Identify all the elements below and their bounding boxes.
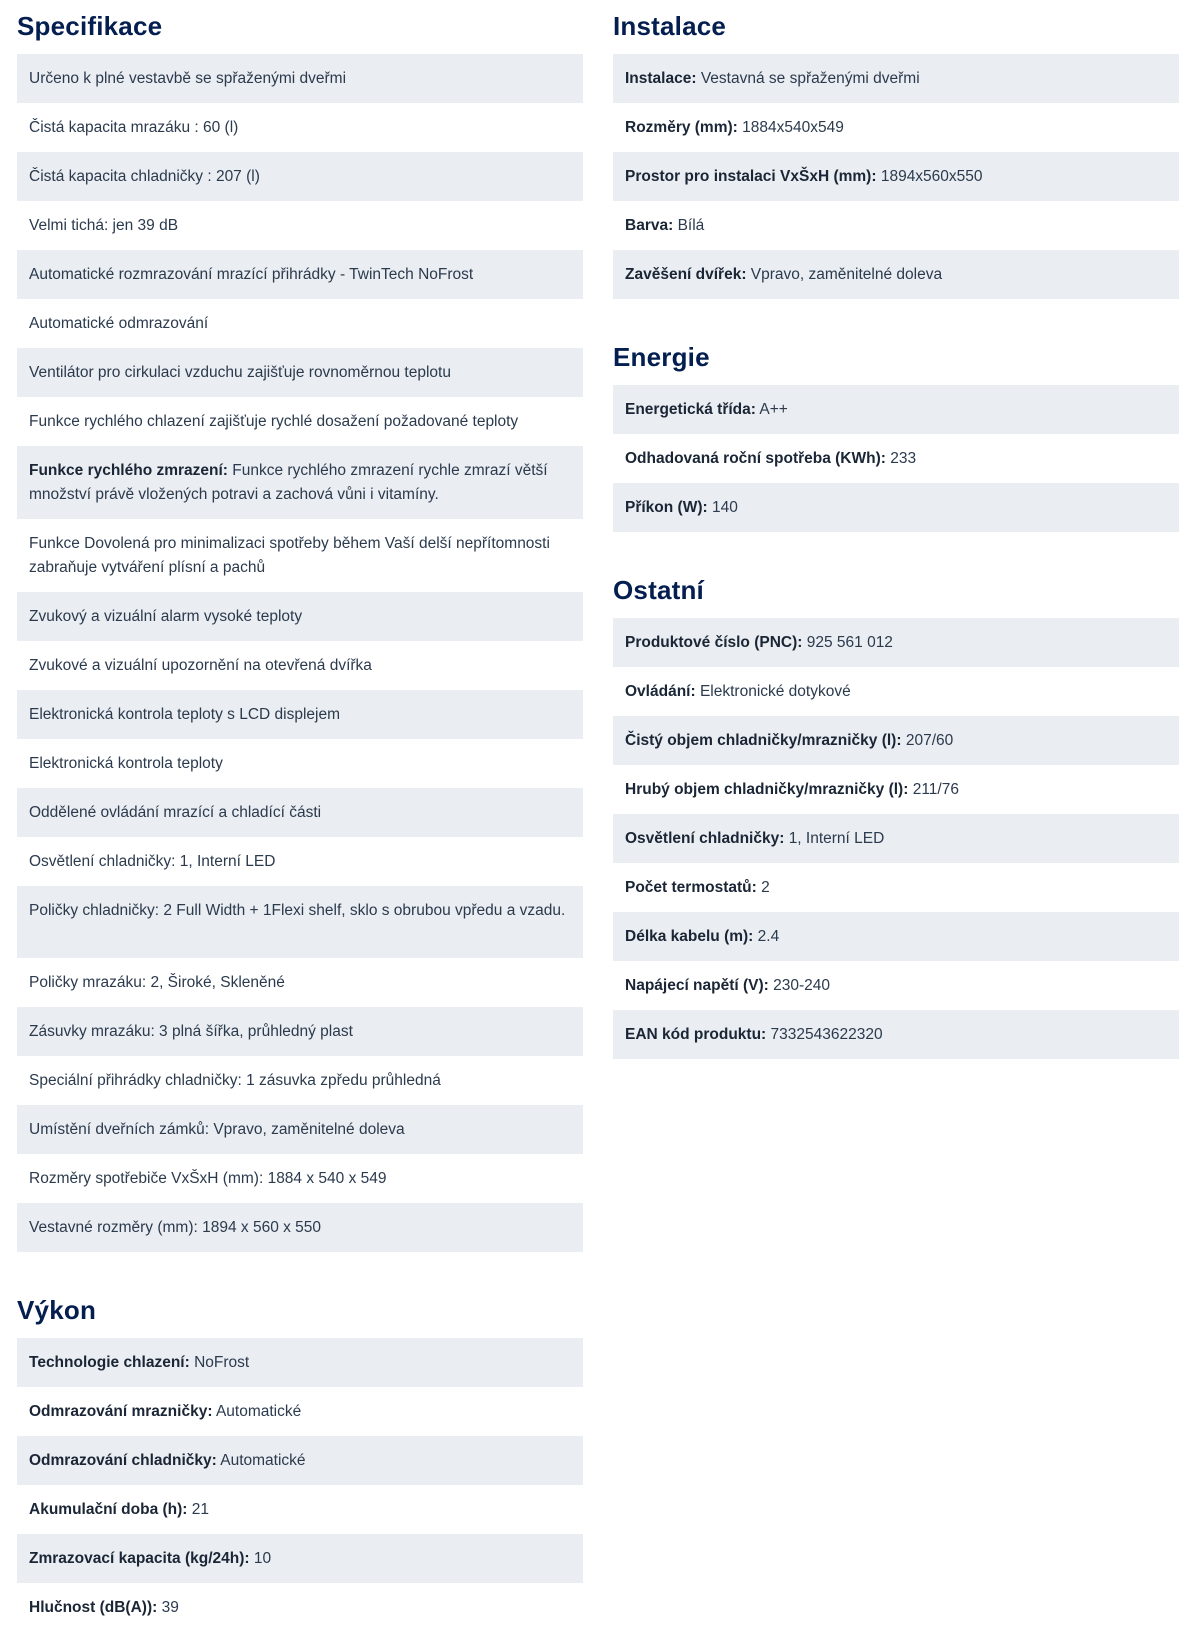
spec-value: 10 — [253, 1550, 272, 1567]
spec-value: 1, Interní LED — [788, 830, 885, 847]
spec-value: Automatické — [215, 1403, 302, 1420]
spec-key: Hrubý objem chladničky/mrazničky (l): — [625, 781, 909, 798]
spec-value: Umístění dveřních zámků: Vpravo, zaměnitelné doleva — [29, 1121, 405, 1138]
spec-key: Funkce rychlého zmrazení: — [29, 462, 228, 479]
spec-value: Speciální přihrádky chladničky: 1 zásuvka zpředu průhledná — [29, 1072, 441, 1089]
spec-value: Elektronická kontrola teploty — [29, 755, 223, 772]
spec-key: Akumulační doba (h): — [29, 1501, 188, 1518]
spec-value: 7332543622320 — [770, 1026, 883, 1043]
spec-key: Ovládání: — [625, 683, 696, 700]
spec-row — [17, 958, 583, 1007]
spec-row — [17, 690, 583, 739]
spec-row — [613, 618, 1179, 667]
spec-key: Rozměry (mm): — [625, 119, 738, 136]
left-column — [17, 0, 583, 1632]
spec-row — [613, 716, 1179, 765]
spec-row — [17, 886, 583, 958]
spec-value: 1894x560x550 — [880, 168, 983, 185]
spec-row — [613, 863, 1179, 912]
ostatni-title: Ostatní — [613, 575, 704, 605]
spec-value: 1884x540x549 — [742, 119, 844, 136]
spec-key: Odmrazování chladničky: — [29, 1452, 217, 1469]
energie-title: Energie — [613, 342, 710, 372]
spec-row — [17, 519, 583, 592]
spec-row — [17, 54, 583, 103]
spec-row — [17, 1387, 583, 1436]
spec-value: Elektronické dotykové — [699, 683, 851, 700]
spec-row — [17, 348, 583, 397]
spec-row — [17, 1154, 583, 1203]
spec-row — [17, 739, 583, 788]
spec-row — [17, 788, 583, 837]
spec-row — [17, 1534, 583, 1583]
spec-value: Ventilátor pro cirkulaci vzduchu zajišťuje rovnoměrnou teplotu — [29, 364, 451, 381]
spec-key: EAN kód produktu: — [625, 1026, 767, 1043]
spec-value: Vestavné rozměry (mm): 1894 x 560 x 550 — [29, 1219, 322, 1236]
spec-row — [17, 1203, 583, 1252]
spec-row — [17, 1007, 583, 1056]
spec-row — [613, 912, 1179, 961]
spec-value: Automatické odmrazování — [29, 315, 209, 332]
spec-value: Osvětlení chladničky: 1, Interní LED — [29, 853, 276, 870]
spec-key: Osvětlení chladničky: — [625, 830, 785, 847]
spec-row — [613, 814, 1179, 863]
spec-key: Produktové číslo (PNC): — [625, 634, 803, 651]
spec-key: Technologie chlazení: — [29, 1354, 190, 1371]
spec-value: 207/60 — [905, 732, 954, 749]
spec-row — [17, 592, 583, 641]
specifikace-list — [17, 54, 583, 1252]
spec-row — [17, 299, 583, 348]
spec-key: Odhadovaná roční spotřeba (KWh): — [625, 450, 886, 467]
spec-key: Napájecí napětí (V): — [625, 977, 769, 994]
spec-row — [17, 397, 583, 446]
spec-row — [613, 961, 1179, 1010]
spec-value: Vpravo, zaměnitelné doleva — [750, 266, 943, 283]
spec-row — [613, 434, 1179, 483]
ostatni-list — [613, 618, 1179, 1059]
spec-row — [17, 1485, 583, 1534]
section-spacer — [613, 299, 1179, 331]
spec-value: Vestavná se spřaženými dveřmi — [700, 70, 920, 87]
spec-row — [613, 54, 1179, 103]
spec-value: Funkce Dovolená pro minimalizaci spotřeby během Vaší delší nepřítomnosti zabraňuje vytváření plísní a pachů — [29, 535, 550, 576]
section-spacer — [613, 532, 1179, 564]
spec-value: 140 — [711, 499, 738, 516]
spec-key: Počet termostatů: — [625, 879, 757, 896]
spec-row — [17, 152, 583, 201]
spec-row — [17, 641, 583, 690]
energie-list — [613, 385, 1179, 532]
spec-key: Zmrazovací kapacita (kg/24h): — [29, 1550, 250, 1567]
spec-value: Poličky chladničky: 2 Full Width + 1Flexi shelf, sklo s obrubou vpředu a vzadu. — [29, 902, 566, 919]
spec-value: 39 — [161, 1599, 179, 1616]
spec-value: Zvukový a vizuální alarm vysoké teploty — [29, 608, 303, 625]
spec-value: A++ — [759, 401, 788, 418]
spec-row — [613, 103, 1179, 152]
spec-row — [17, 103, 583, 152]
spec-value: Zvukové a vizuální upozornění na otevřená dvířka — [29, 657, 372, 674]
spec-row — [613, 201, 1179, 250]
spec-value: Bílá — [677, 217, 705, 234]
spec-row — [17, 1105, 583, 1154]
spec-row — [17, 1056, 583, 1105]
spec-value: 2 — [761, 879, 770, 896]
spec-key: Instalace: — [625, 70, 697, 87]
specifikace-title: Specifikace — [17, 11, 163, 41]
spec-row — [17, 1338, 583, 1387]
spec-value: 925 561 012 — [806, 634, 893, 651]
spec-value: 2.4 — [757, 928, 780, 945]
spec-row — [17, 446, 583, 519]
spec-value: Automatické — [220, 1452, 306, 1469]
spec-value: 233 — [890, 450, 917, 467]
spec-value: Rozměry spotřebiče VxŠxH (mm): 1884 x 540 x 549 — [29, 1170, 387, 1187]
spec-row — [613, 250, 1179, 299]
spec-value: 21 — [191, 1501, 210, 1518]
spec-value: Oddělené ovládání mrazící a chladící části — [29, 804, 322, 821]
spec-value: NoFrost — [194, 1354, 250, 1371]
spec-row — [17, 1583, 583, 1632]
spec-row — [17, 250, 583, 299]
spec-row — [613, 667, 1179, 716]
instalace-list — [613, 54, 1179, 299]
spec-key: Hlučnost (dB(A)): — [29, 1599, 158, 1616]
spec-value: Automatické rozmrazování mrazící přihrádky - TwinTech NoFrost — [29, 266, 474, 283]
spec-value: Velmi tichá: jen 39 dB — [29, 217, 179, 234]
spec-key: Délka kabelu (m): — [625, 928, 754, 945]
spec-key: Odmrazování mrazničky: — [29, 1403, 213, 1420]
right-column — [613, 0, 1179, 1059]
instalace-title: Instalace — [613, 11, 727, 41]
spec-key: Zavěšení dvířek: — [625, 266, 747, 283]
spec-value: Funkce rychlého chlazení zajišťuje rychlé dosažení požadované teploty — [29, 413, 519, 430]
spec-row — [613, 385, 1179, 434]
spec-row — [17, 837, 583, 886]
spec-row — [613, 152, 1179, 201]
spec-key: Energetická třída: — [625, 401, 756, 418]
vykon-list — [17, 1338, 583, 1632]
spec-key: Čistý objem chladničky/mrazničky (l): — [625, 732, 902, 749]
spec-value: Poličky mrazáku: 2, Široké, Skleněné — [29, 974, 285, 991]
spec-value: Určeno k plné vestavbě se spřaženými dveřmi — [29, 70, 347, 87]
spec-row — [17, 1436, 583, 1485]
spec-value: 230-240 — [773, 977, 831, 994]
spec-key: Prostor pro instalaci VxŠxH (mm): — [625, 168, 877, 185]
spec-row — [613, 765, 1179, 814]
spec-key: Příkon (W): — [625, 499, 708, 516]
section-spacer — [17, 1252, 583, 1284]
spec-value: Funkce rychlého zmrazení rychle zmrazí větší množství právě vložených potravi a zachová vůni i vitamíny. — [29, 462, 548, 503]
spec-value: 211/76 — [912, 781, 959, 798]
spec-value: Čistá kapacita mrazáku : 60 (l) — [29, 119, 239, 136]
spec-value: Elektronická kontrola teploty s LCD displejem — [29, 706, 340, 723]
vykon-title: Výkon — [17, 1295, 97, 1325]
spec-row — [17, 201, 583, 250]
spec-key: Barva: — [625, 217, 674, 234]
spec-value: Čistá kapacita chladničky : 207 (l) — [29, 168, 260, 185]
spec-row — [613, 483, 1179, 532]
spec-row — [613, 1010, 1179, 1059]
spec-value: Zásuvky mrazáku: 3 plná šířka, průhledný plast — [29, 1023, 353, 1040]
